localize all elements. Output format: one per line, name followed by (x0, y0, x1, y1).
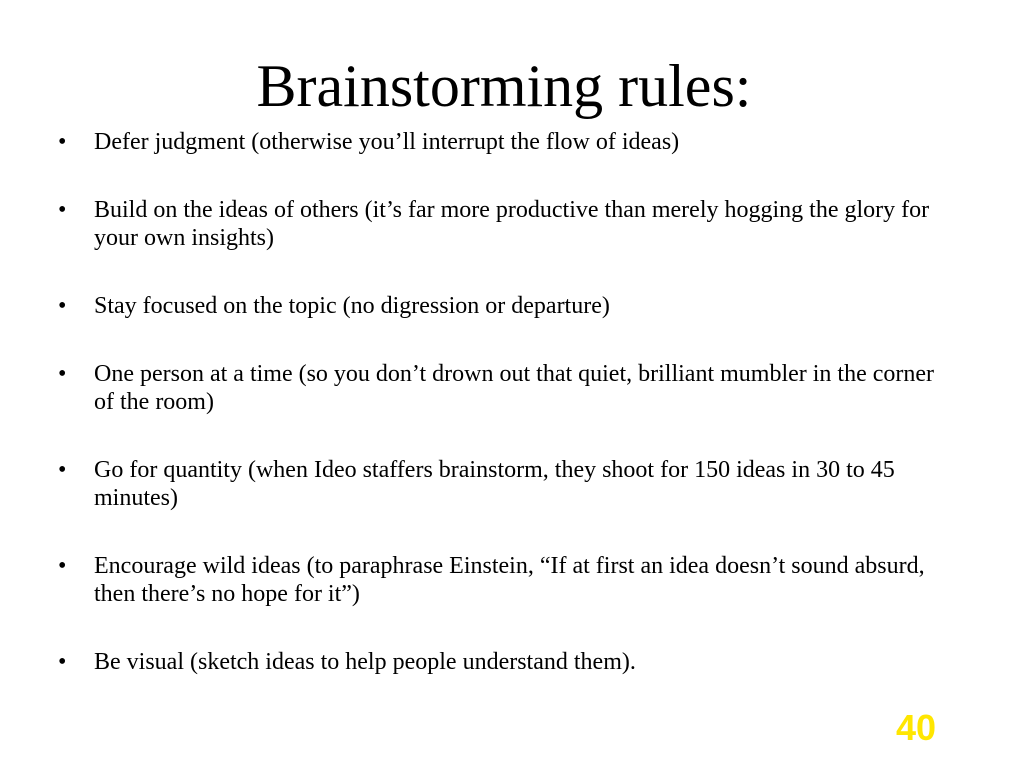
list-item (58, 552, 958, 608)
bullet-icon: • (58, 649, 67, 675)
bullet-icon: • (58, 553, 67, 579)
bullet-text: Encourage wild ideas (to paraphrase Einstein, “If at first an idea doesn’t sound absurd, then there’s no hope for it”) (94, 553, 925, 607)
bullet-icon: • (58, 457, 67, 483)
bullet-list (58, 128, 958, 716)
bullet-text: One person at a time (so you don’t drown out that quiet, brilliant mumbler in the corner of the room) (94, 361, 935, 415)
list-item (58, 196, 958, 252)
bullet-text: Go for quantity (when Ideo staffers brainstorm, they shoot for 150 ideas in 30 to 45 minutes) (94, 457, 895, 511)
list-item (58, 648, 958, 676)
bullet-icon: • (58, 361, 67, 387)
bullet-icon: • (58, 129, 67, 155)
bullet-text: Defer judgment (otherwise you’ll interrupt the flow of ideas) (94, 129, 680, 155)
bullet-text: Stay focused on the topic (no digression or departure) (94, 293, 610, 319)
bullet-icon: • (58, 197, 67, 223)
bullet-text: Be visual (sketch ideas to help people understand them). (94, 649, 636, 675)
slide-title: Brainstorming rules: (256, 53, 752, 119)
page-number: 40 (895, 707, 936, 748)
bullet-icon: • (58, 293, 67, 319)
list-item (58, 128, 958, 156)
list-item (58, 456, 958, 512)
bullet-text: Build on the ideas of others (it’s far more productive than merely hogging the glory for your own insights) (94, 197, 930, 251)
list-item (58, 360, 958, 416)
list-item (58, 292, 958, 320)
